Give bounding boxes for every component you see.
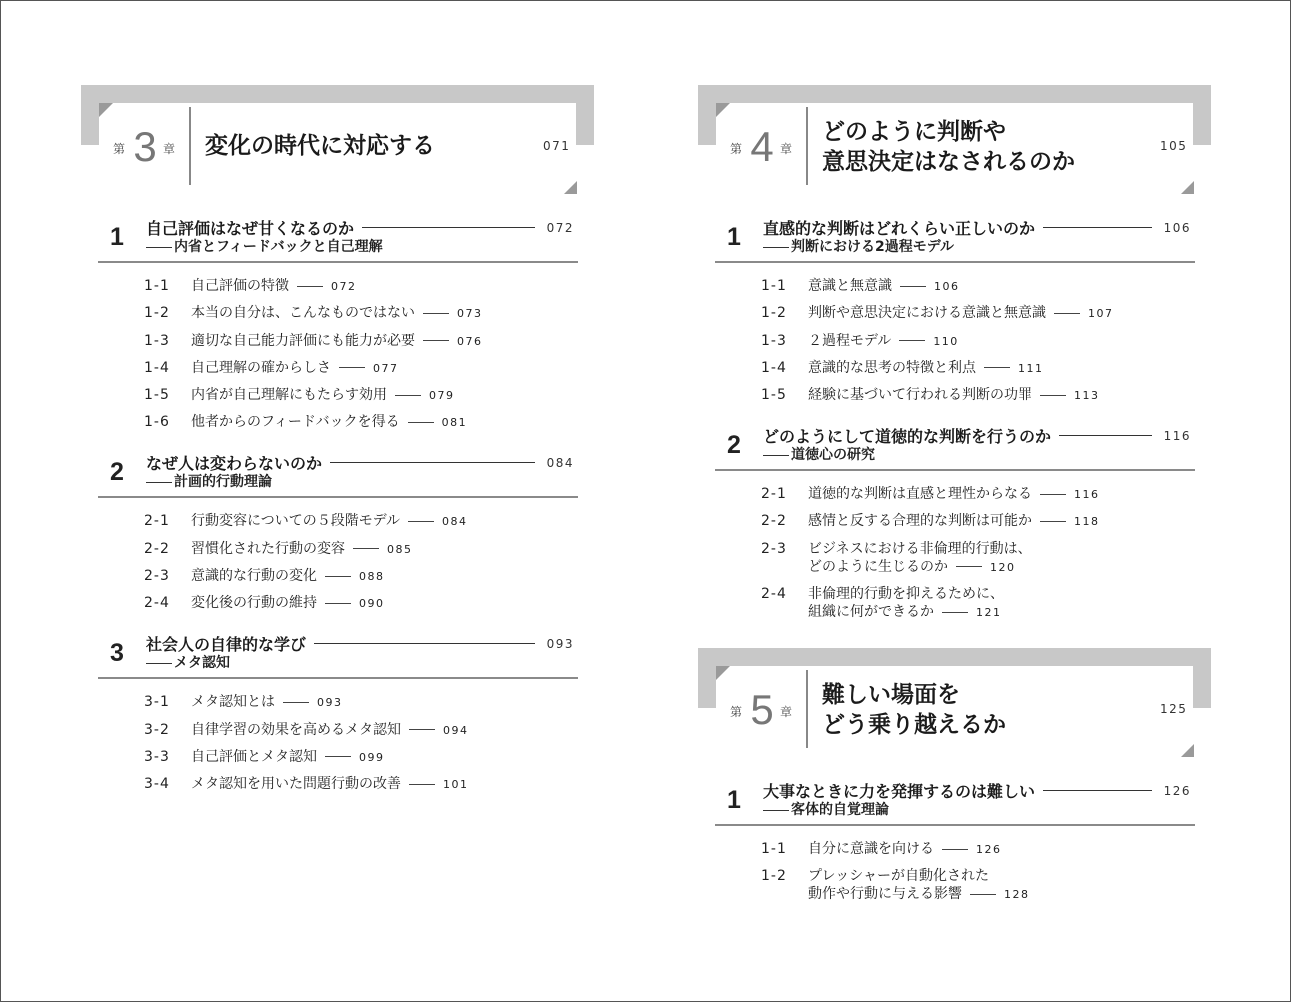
item-number: 1-5 [144, 387, 170, 404]
corner-triangle-icon [716, 666, 730, 680]
section-leader-line [1043, 227, 1152, 228]
chapter-frame [698, 85, 1211, 103]
section-title: 自己評価はなぜ甘くなるのか [146, 219, 355, 238]
item-text: メタ認知を用いた問題行動の改善 [191, 776, 401, 793]
chapter-divider [189, 107, 191, 185]
item-text: 内省が自己理解にもたらす効用 [191, 387, 387, 404]
chapter-frame [698, 85, 716, 145]
item-page-number: 090 [359, 597, 385, 611]
corner-triangle-icon [1181, 181, 1194, 194]
item-leader-line [1040, 395, 1066, 396]
item-number: 2-4 [144, 595, 170, 612]
corner-triangle-icon [1181, 744, 1194, 757]
item-page-number: 072 [331, 280, 357, 293]
chapter-frame [698, 648, 1211, 666]
section-title: 社会人の自律的な学び [146, 635, 307, 655]
item-text-line [761, 885, 1218, 904]
item-text: 非倫理的行動を抑えるために、 [808, 586, 1004, 603]
chapter-prefix: 第 [730, 705, 743, 720]
section-items [144, 693, 601, 794]
toc-item[interactable] [144, 304, 601, 323]
item-text: 自己評価とメタ認知 [191, 748, 317, 765]
section-number: 1 [727, 223, 741, 251]
section-leader-line [1043, 790, 1152, 791]
toc-item[interactable] [144, 359, 601, 378]
toc-item[interactable] [761, 332, 1218, 351]
item-leader-line [408, 422, 434, 423]
chapter-header [81, 85, 601, 197]
item-text: 判断や意思決定における意識と無意識 [808, 305, 1046, 322]
item-page-number: 093 [317, 696, 343, 710]
subtitle-dash [763, 247, 789, 248]
section-heading[interactable] [715, 776, 1195, 826]
chapter-prefix: 第 [730, 142, 743, 156]
left-page [81, 1, 601, 803]
item-leader-line [1054, 313, 1080, 314]
item-leader-line [423, 313, 449, 314]
chapter-title[interactable] [822, 680, 1006, 740]
item-leader-line [942, 612, 968, 613]
item-number: 3-4 [144, 776, 170, 793]
item-leader-line [408, 521, 434, 522]
item-page-number: 126 [976, 843, 1002, 857]
item-number: 3-2 [144, 721, 170, 738]
toc-item[interactable] [144, 748, 601, 767]
item-leader-line [353, 548, 379, 549]
item-text: 自己理解の確からしさ [191, 359, 331, 376]
item-text: 感情と反する合理的な判断は可能か [808, 513, 1032, 530]
section-heading[interactable] [715, 421, 1195, 471]
item-page-number: 118 [1074, 515, 1100, 529]
item-text: 経験に基づいて行われる判断の功罪 [808, 387, 1032, 404]
chapter-frame [698, 648, 716, 708]
chapter-number: 3 [133, 123, 157, 170]
section-heading[interactable] [98, 448, 578, 498]
section-subtitle-text: 客体的自覚理論 [791, 802, 889, 819]
item-leader-line [970, 894, 996, 895]
toc-item[interactable] [144, 386, 601, 405]
chapter-frame [1193, 85, 1211, 145]
item-number: 2-4 [761, 586, 787, 603]
section-items [144, 277, 601, 432]
item-number: 1-3 [761, 332, 787, 349]
item-number: 2-2 [761, 513, 787, 530]
toc-item[interactable] [761, 840, 1218, 859]
subtitle-dash [763, 810, 789, 811]
item-leader-line [297, 286, 323, 287]
item-leader-line [1040, 494, 1066, 495]
item-page-number: 081 [441, 416, 468, 430]
item-page-number: 110 [933, 334, 959, 348]
toc-item[interactable] [761, 867, 1218, 904]
item-text: メタ認知とは [191, 694, 275, 711]
item-text: 適切な自己能力評価にも能力が必要 [191, 332, 415, 349]
section-number: 1 [110, 223, 124, 251]
item-page-number: 128 [1004, 888, 1030, 902]
section-subtitle-text: メタ認知 [174, 655, 230, 672]
section-subtitle [763, 799, 889, 819]
section-number: 2 [110, 458, 124, 487]
corner-triangle-icon [564, 181, 577, 194]
toc-item[interactable] [144, 512, 601, 531]
section-heading[interactable] [98, 629, 578, 679]
item-leader-line [395, 395, 421, 396]
item-page-number: 094 [443, 723, 469, 737]
chapter-frame [1193, 648, 1211, 708]
section-page-number: 093 [546, 637, 574, 652]
chapter-title-line: どのように判断や [822, 119, 1006, 145]
item-leader-line [423, 340, 449, 341]
section-leader-line [362, 227, 535, 228]
item-page-number: 085 [387, 542, 413, 556]
item-page-number: 113 [1074, 389, 1100, 403]
toc-item[interactable] [144, 277, 601, 296]
item-leader-line [409, 784, 435, 785]
chapter-suffix: 章 [780, 705, 793, 720]
toc-item[interactable] [144, 413, 601, 432]
item-number: 3-1 [144, 694, 170, 711]
chapter-divider [806, 670, 808, 748]
item-text: 行動変容についての５段階モデル [191, 513, 401, 530]
item-text: どのように生じるのか [808, 558, 948, 575]
item-text: ２過程モデル [808, 332, 892, 349]
section-title: どのようにして道徳的な判断を行うのか [763, 427, 1052, 447]
item-leader-line [1040, 521, 1066, 522]
item-leader-line [956, 566, 982, 567]
chapter-title[interactable] [205, 131, 435, 161]
subtitle-dash [146, 482, 172, 483]
item-page-number: 101 [443, 778, 469, 792]
item-page-number: 077 [373, 361, 399, 375]
item-leader-line [409, 729, 435, 730]
chapter-divider [806, 107, 808, 185]
toc-item[interactable] [761, 512, 1218, 531]
section-subtitle [146, 236, 383, 256]
section-leader-line [314, 643, 535, 644]
item-number: 1-1 [761, 278, 787, 294]
item-number: 2-3 [761, 540, 787, 557]
item-text: 変化後の行動の維持 [191, 595, 317, 612]
item-leader-line [325, 576, 351, 577]
item-page-number: 099 [359, 750, 385, 764]
subtitle-dash [146, 247, 172, 248]
section-subtitle [146, 652, 230, 672]
chapter-frame [81, 85, 594, 103]
toc-item[interactable] [761, 485, 1218, 504]
section-subtitle [146, 471, 272, 491]
chapter-title-line: どう乗り越えるか [822, 712, 1006, 739]
section-leader-line [1059, 435, 1152, 436]
item-number: 1-4 [144, 359, 170, 376]
section-title: 大事なときに力を発揮するのは難しい [763, 782, 1036, 802]
toc-item[interactable] [761, 585, 1218, 622]
toc-item[interactable] [761, 277, 1218, 296]
corner-triangle-icon [716, 103, 730, 117]
toc-item[interactable] [761, 359, 1218, 378]
chapter-page-number: 125 [1160, 702, 1188, 717]
section-page-number: 116 [1163, 429, 1191, 444]
toc-item[interactable] [144, 594, 601, 613]
item-leader-line [325, 756, 351, 757]
chapter-prefix: 第 [113, 142, 126, 156]
item-number: 1-5 [761, 387, 787, 404]
subtitle-dash [146, 663, 172, 664]
toc-item[interactable] [761, 304, 1218, 323]
section-page-number: 072 [546, 221, 574, 235]
section-subtitle [763, 444, 875, 464]
item-page-number: 079 [429, 389, 455, 403]
section-page-number: 126 [1163, 784, 1191, 799]
section-subtitle-text: 内省とフィードバックと自己理解 [174, 239, 383, 255]
chapter-page-number: 105 [1160, 139, 1188, 153]
item-text: 自己評価の特徴 [191, 278, 289, 294]
chapter-title[interactable] [822, 117, 1075, 177]
item-number: 3-3 [144, 748, 170, 765]
section-subtitle-text: 道徳心の研究 [791, 447, 875, 464]
toc-item[interactable] [144, 567, 601, 586]
item-number: 1-1 [761, 841, 787, 858]
item-page-number: 111 [1018, 361, 1044, 375]
item-number: 2-1 [761, 486, 787, 503]
item-text: プレッシャーが自動化された [808, 868, 990, 885]
item-leader-line [984, 367, 1010, 368]
item-text: 意識と無意識 [808, 278, 892, 294]
corner-triangle-icon [99, 103, 113, 117]
section-items [761, 840, 1218, 904]
section-subtitle-text: 計画的行動理論 [174, 474, 272, 491]
item-page-number: 106 [934, 280, 960, 293]
toc-item[interactable] [761, 386, 1218, 405]
section-heading[interactable] [98, 213, 578, 263]
item-leader-line [283, 702, 309, 703]
section-number: 2 [727, 431, 741, 460]
item-page-number: 107 [1088, 307, 1114, 321]
section-heading[interactable] [715, 213, 1195, 263]
item-text: 意識的な思考の特徴と利点 [808, 359, 976, 376]
toc-item[interactable] [144, 332, 601, 351]
item-leader-line [325, 603, 351, 604]
chapter-title-line: 変化の時代に対応する [205, 133, 435, 159]
section-items [761, 277, 1218, 405]
chapter-frame [81, 85, 99, 145]
section-title: なぜ人は変わらないのか [146, 454, 323, 474]
section-page-number: 106 [1163, 221, 1191, 235]
section-title: 直感的な判断はどれくらい正しいのか [763, 219, 1036, 238]
toc-item[interactable] [144, 540, 601, 559]
subtitle-dash [763, 455, 789, 456]
section-number: 1 [727, 786, 741, 815]
item-text: 他者からのフィードバックを得る [191, 414, 400, 431]
item-text: 本当の自分は、こんなものではない [191, 305, 415, 322]
item-number: 1-6 [144, 414, 170, 431]
item-page-number: 076 [457, 334, 483, 348]
chapter-header [698, 85, 1218, 197]
toc-item[interactable] [144, 693, 601, 712]
item-text-line [761, 603, 1218, 622]
chapter-title-line: 難しい場面を [822, 682, 960, 709]
item-text: 習慣化された行動の変容 [191, 540, 345, 557]
item-leader-line [339, 367, 365, 368]
toc-item[interactable] [761, 540, 1218, 577]
item-number: 1-4 [761, 359, 787, 376]
item-number: 2-3 [144, 568, 170, 585]
item-number: 1-2 [761, 305, 787, 322]
item-text: 自分に意識を向ける [808, 841, 934, 858]
item-leader-line [899, 340, 925, 341]
item-number: 1-1 [144, 278, 170, 294]
section-number: 3 [110, 639, 124, 668]
chapter-title-line: 意思決定はなされるのか [822, 149, 1075, 175]
section-page-number: 084 [546, 456, 574, 471]
item-leader-line [942, 849, 968, 850]
chapter-header [698, 648, 1218, 760]
chapter-frame [576, 85, 594, 145]
chapter-number: 5 [750, 686, 774, 734]
section-subtitle-text: 判断における2過程モデル [791, 239, 955, 255]
item-page-number: 116 [1074, 488, 1100, 502]
section-subtitle [763, 236, 954, 256]
item-page-number: 088 [359, 570, 385, 584]
toc-item[interactable] [144, 721, 601, 740]
item-page-number: 120 [990, 560, 1016, 574]
item-number: 2-1 [144, 513, 170, 530]
chapter-suffix: 章 [780, 142, 793, 156]
item-page-number: 084 [442, 515, 468, 529]
item-text: 動作や行動に与える影響 [808, 886, 962, 903]
item-text: ビジネスにおける非倫理的行動は、 [808, 540, 1032, 557]
item-page-number: 073 [457, 307, 483, 321]
item-leader-line [900, 286, 926, 287]
section-leader-line [330, 462, 535, 463]
chapter-page-number: 071 [543, 139, 571, 153]
item-text: 意識的な行動の変化 [191, 568, 317, 585]
item-number: 1-2 [144, 305, 170, 322]
item-number: 1-3 [144, 332, 170, 349]
item-text-line [761, 558, 1218, 577]
chapter-suffix: 章 [163, 142, 176, 156]
section-items [761, 485, 1218, 622]
item-text: 組織に何ができるか [808, 604, 934, 621]
right-page [698, 1, 1218, 913]
item-page-number: 121 [976, 606, 1002, 620]
toc-item[interactable] [144, 775, 601, 794]
item-text: 道徳的な判断は直感と理性からなる [808, 486, 1032, 503]
item-text: 自律学習の効果を高めるメタ認知 [191, 721, 401, 738]
section-items [144, 512, 601, 613]
chapter-number: 4 [750, 123, 774, 170]
item-number: 2-2 [144, 540, 170, 557]
item-number: 1-2 [761, 868, 787, 885]
